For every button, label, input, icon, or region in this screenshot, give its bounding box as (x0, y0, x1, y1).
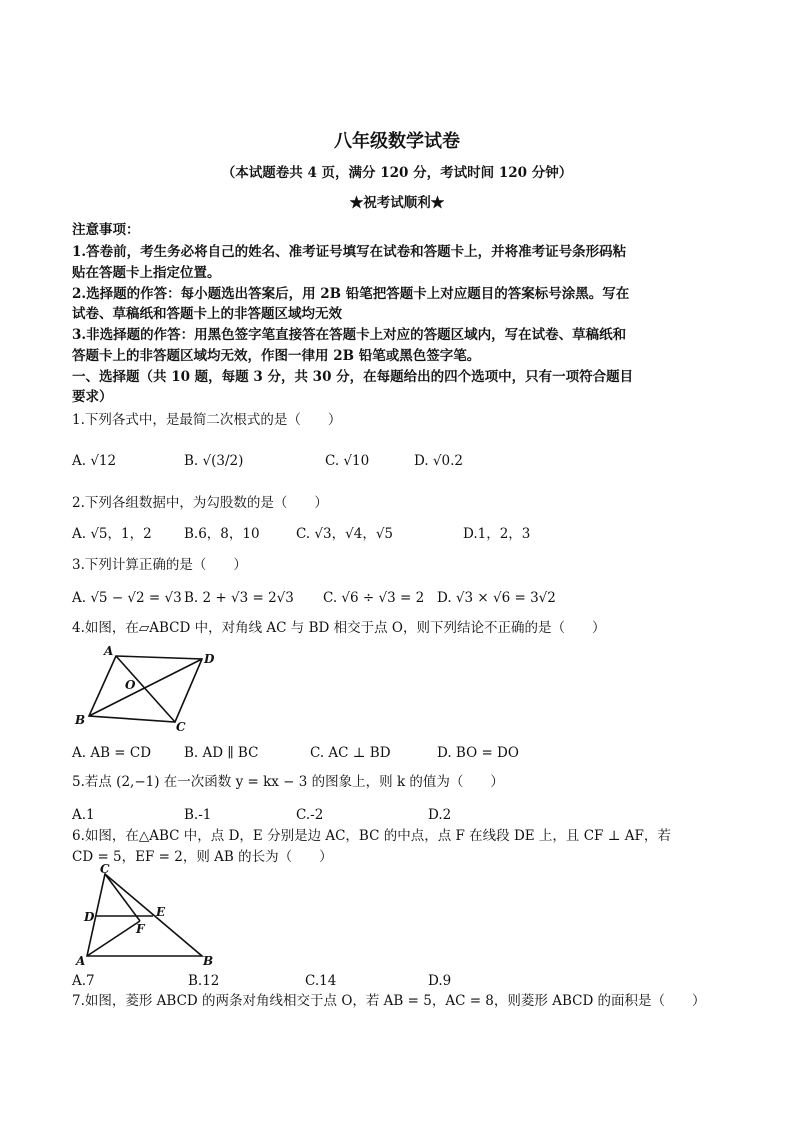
notice-line: 3.非选择题的作答：用黑色签字笔直接答在答题卡上对应的答题区域内，写在试卷、草稿纸和 (72, 327, 627, 343)
q5-option-d: D.2 (428, 807, 452, 823)
q2-option-a: A. √5，1，2 (72, 526, 152, 542)
question-6-stem: 6.如图，在△ABC 中，点 D，E 分别是边 AC，BC 的中点，点 F 在线段 DE 上，且 CF ⊥ AF，若 (72, 828, 671, 844)
q6-option-b: B.12 (188, 973, 220, 989)
question-6-stem: CD = 5，EF = 2，则 AB 的长为（ ） (72, 849, 333, 865)
notice-line: 2.选择题的作答：每小题选出答案后，用 2B 铅笔把答题卡上对应题目的答案标号涂黑。写在 (72, 286, 630, 302)
q5-option-a: A.1 (72, 807, 95, 823)
section-heading: 要求） (72, 389, 113, 405)
notice-line: 贴在答题卡上指定位置。 (72, 265, 221, 281)
parallelogram-figure (72, 644, 222, 736)
q4-option-a: A. AB = CD (72, 745, 152, 761)
section-heading: 一、选择题（共 10 题，每题 3 分，共 30 分，在每题给出的四个选项中，只有一项符合题目 (72, 369, 634, 385)
exam-info: （本试题卷共 4 页，满分 120 分，考试时间 120 分钟） (221, 165, 573, 181)
q3-option-d: D. √3 × √6 = 3√2 (437, 590, 556, 606)
question-4-stem: 4.如图，在▱ABCD 中，对角线 AC 与 BD 相交于点 O，则下列结论不正确的是（ ） (72, 620, 606, 636)
q3-option-b: B. 2 + √3 = 2√3 (184, 590, 294, 606)
notice-heading: 注意事项： (72, 222, 140, 238)
question-1-stem: 1.下列各式中，是最简二次根式的是（ ） (72, 412, 342, 428)
q6-option-d: D.9 (428, 973, 452, 989)
q1-option-b: B. √(3/2) (184, 453, 244, 469)
question-3-stem: 3.下列计算正确的是（ ） (72, 557, 247, 573)
good-luck-line: ★祝考试顺利★ (349, 195, 445, 211)
triangle-figure (72, 864, 222, 968)
label-b: B (203, 954, 214, 968)
question-5-stem: 5.若点 (2,−1) 在一次函数 y = kx − 3 的图象上，则 k 的值为（ ） (72, 774, 504, 790)
q2-option-d: D.1，2，3 (463, 526, 531, 542)
q4-option-d: D. BO = DO (437, 745, 519, 761)
diagonal-bd (89, 659, 202, 716)
q6-option-a: A.7 (72, 973, 95, 989)
q6-option-c: C.14 (305, 973, 337, 989)
label-o: O (125, 678, 136, 692)
label-b: B (75, 713, 86, 727)
label-e: E (156, 905, 166, 919)
segment-af (87, 921, 140, 956)
q5-option-c: C.-2 (296, 807, 324, 823)
label-f: F (136, 922, 145, 936)
notice-line: 试卷、草稿纸和答题卡上的非答题区域均无效 (72, 306, 342, 322)
label-d: D (84, 910, 95, 924)
q5-option-b: B.-1 (184, 807, 212, 823)
q1-option-a: A. √12 (72, 453, 117, 469)
label-a: A (76, 954, 86, 968)
q4-option-b: B. AD ∥ BC (184, 745, 259, 761)
q2-option-b: B.6，8，10 (184, 526, 260, 542)
q3-option-a: A. √5 − √2 = √3 (72, 590, 182, 606)
question-7-stem: 7.如图，菱形 ABCD 的两条对角线相交于点 O，若 AB = 5，AC = 8，则菱形 ABCD 的面积是（ ） (72, 993, 706, 1009)
q4-option-c: C. AC ⊥ BD (310, 745, 391, 761)
question-2-stem: 2.下列各组数据中，为勾股数的是（ ） (72, 495, 328, 511)
label-d: D (204, 652, 215, 666)
segment-cf (105, 874, 140, 921)
q2-option-c: C. √3，√4，√5 (296, 526, 394, 542)
q1-option-d: D. √0.2 (414, 453, 463, 469)
label-c: C (100, 862, 110, 876)
label-c: C (176, 720, 186, 734)
page-title: 八年级数学试卷 (334, 131, 460, 152)
notice-line: 答题卡上的非答题区域均无效，作图一律用 2B 铅笔或黑色签字笔。 (72, 348, 481, 364)
q3-option-c: C. √6 ÷ √3 = 2 (323, 590, 425, 606)
q1-option-c: C. √10 (325, 453, 370, 469)
label-a: A (104, 644, 114, 658)
notice-line: 1.答卷前，考生务必将自己的姓名、准考证号填写在试卷和答题卡上，并将准考证号条形码粘 (72, 244, 627, 260)
